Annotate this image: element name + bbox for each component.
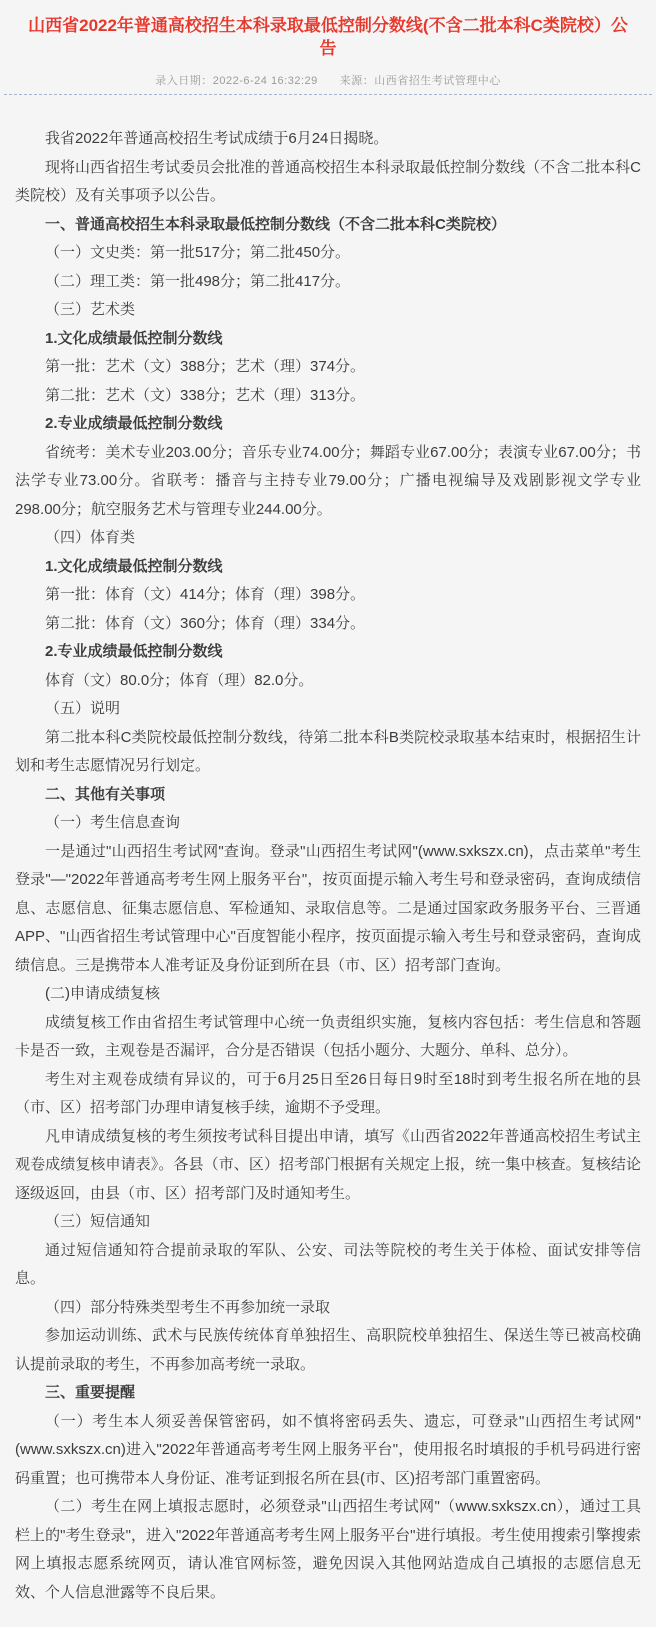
paragraph: 省统考：美术专业203.00分；音乐专业74.00分；舞蹈专业67.00分；表演专业67.00分；书法学专业73.00分。省联考：播音与主持专业79.00分；广播电视编导及戏剧影视文学专业298.00分；航空服务艺术与管理专业244.00分。 [15, 443, 641, 518]
paragraph: 1.文化成绩最低控制分数线 [45, 329, 223, 347]
paragraph: （一）文史类：第一批517分；第二批450分。 [45, 244, 351, 261]
paragraph: （一）考生信息查询 [45, 814, 181, 831]
paragraph: （四）体育类 [45, 529, 136, 546]
source-label: 来源：山西省招生考试管理中心 [339, 75, 501, 87]
paragraph: 二、其他有关事项 [45, 785, 166, 803]
paragraph: 一、普通高校招生本科录取最低控制分数线（不含二批本科C类院校） [45, 215, 506, 233]
paragraph: 体育（文）80.0分；体育（理）82.0分。 [45, 671, 314, 689]
paragraph: 第一批：艺术（文）388分；艺术（理）374分。 [45, 358, 366, 375]
paragraph: 现将山西省招生考试委员会批准的普通高校招生本科录取最低控制分数线（不含二批本科C类院校）及有关事项予以公告。 [15, 158, 641, 204]
paragraph: 第二批本科C类院校最低控制分数线，待第二批本科B类院校录取基本结束时，根据招生计划和考生志愿情况另行划定。 [15, 728, 641, 774]
paragraph: 一是通过"山西招生考试网"查询。登录"山西招生考试网"(www.sxkszx.cn)，点击菜单"考生登录"—"2022年普通高考考生网上服务平台"，按页面提示输入考生号和登录密码，查询成绩信息、志愿信息、征集志愿信息、军检通知、录取信息等。二是通过国家政务服务平台、三晋通APP、"山西省招生考试管理中心"百度智能小程序，按页面提示输入考生号和登录密码，查询成绩信息。三是携带本人准考证及身份证到所在县（市、区）招考部门查询。 [15, 842, 641, 974]
paragraph: 通过短信通知符合提前录取的军队、公安、司法等院校的考生关于体检、面试安排等信息。 [15, 1241, 641, 1287]
paragraph: （四）部分特殊类型考生不再参加统一录取 [45, 1298, 331, 1316]
page-title: 山西省2022年普通高校招生本科录取最低控制分数线(不含二批本科C类院校）公告 [28, 16, 628, 58]
entry-date: 录入日期：2022-6-24 16:32:29 [155, 75, 318, 87]
page-header [0, 0, 656, 95]
paragraph: 2.专业成绩最低控制分数线 [45, 415, 223, 432]
announcement-body [0, 95, 656, 1627]
paragraph: 我省2022年普通高校招生考试成绩于6月24日揭晓。 [45, 130, 389, 147]
paragraph: （三）艺术类 [45, 301, 136, 318]
paragraph: 成绩复核工作由省招生考试管理中心统一负责组织实施，复核内容包括：考生信息和答题卡是否一致，主观卷是否漏评，合分是否错误（包括小题分、大题分、单科、总分）。 [15, 1013, 641, 1059]
paragraph: 2.专业成绩最低控制分数线 [45, 643, 223, 660]
paragraph: 凡申请成绩复核的考生须按考试科目提出申请，填写《山西省2022年普通高校招生考试主观卷成绩复核申请表》。各县（市、区）招考部门根据有关规定上报，统一集中核查。复核结论逐级返回，由县（市、区）招考部门及时通知考生。 [15, 1127, 641, 1202]
paragraph: 1.文化成绩最低控制分数线 [45, 557, 223, 575]
paragraph: （二）理工类：第一批498分；第二批417分。 [45, 272, 351, 290]
paragraph: 第二批：艺术（文）338分；艺术（理）313分。 [45, 386, 366, 404]
paragraph: 第二批：体育（文）360分；体育（理）334分。 [45, 614, 366, 632]
paragraph: 参加运动训练、武术与民族传统体育单独招生、高职院校单独招生、保送生等已被高校确认提前录取的考生，不再参加高考统一录取。 [15, 1327, 641, 1373]
paragraph: (二)申请成绩复核 [45, 985, 160, 1002]
paragraph: （五）说明 [45, 700, 121, 717]
paragraph: （三）短信通知 [45, 1213, 151, 1230]
meta-line [0, 73, 656, 89]
paragraph: 第一批：体育（文）414分；体育（理）398分。 [45, 586, 366, 603]
paragraph: （二）考生在网上填报志愿时，必须登录"山西招生考试网"（www.sxkszx.cn），通过工具栏上的"考生登录"，进入"2022年普通高考考生网上服务平台"进行填报。考生使用搜索引擎搜索网上填报志愿系统网页，请认准官网标签，避免因误入其他网站造成自己填报的志愿信息无效、个人信息泄露等不良后果。 [15, 1498, 641, 1601]
paragraph: 考生对主观卷成绩有异议的，可于6月25日至26日每日9时至18时到考生报名所在地的县（市、区）招考部门办理申请复核手续，逾期不予受理。 [15, 1070, 641, 1116]
paragraph: 三、重要提醒 [45, 1384, 136, 1401]
paragraph: （一）考生本人须妥善保管密码，如不慎将密码丢失、遗忘，可登录"山西招生考试网"(www.sxkszx.cn)进入"2022年普通高考考生网上服务平台"，使用报名时填报的手机号码进行密码重置；也可携带本人身份证、准考证到报名所在县(市、区)招考部门重置密码。 [15, 1412, 641, 1487]
